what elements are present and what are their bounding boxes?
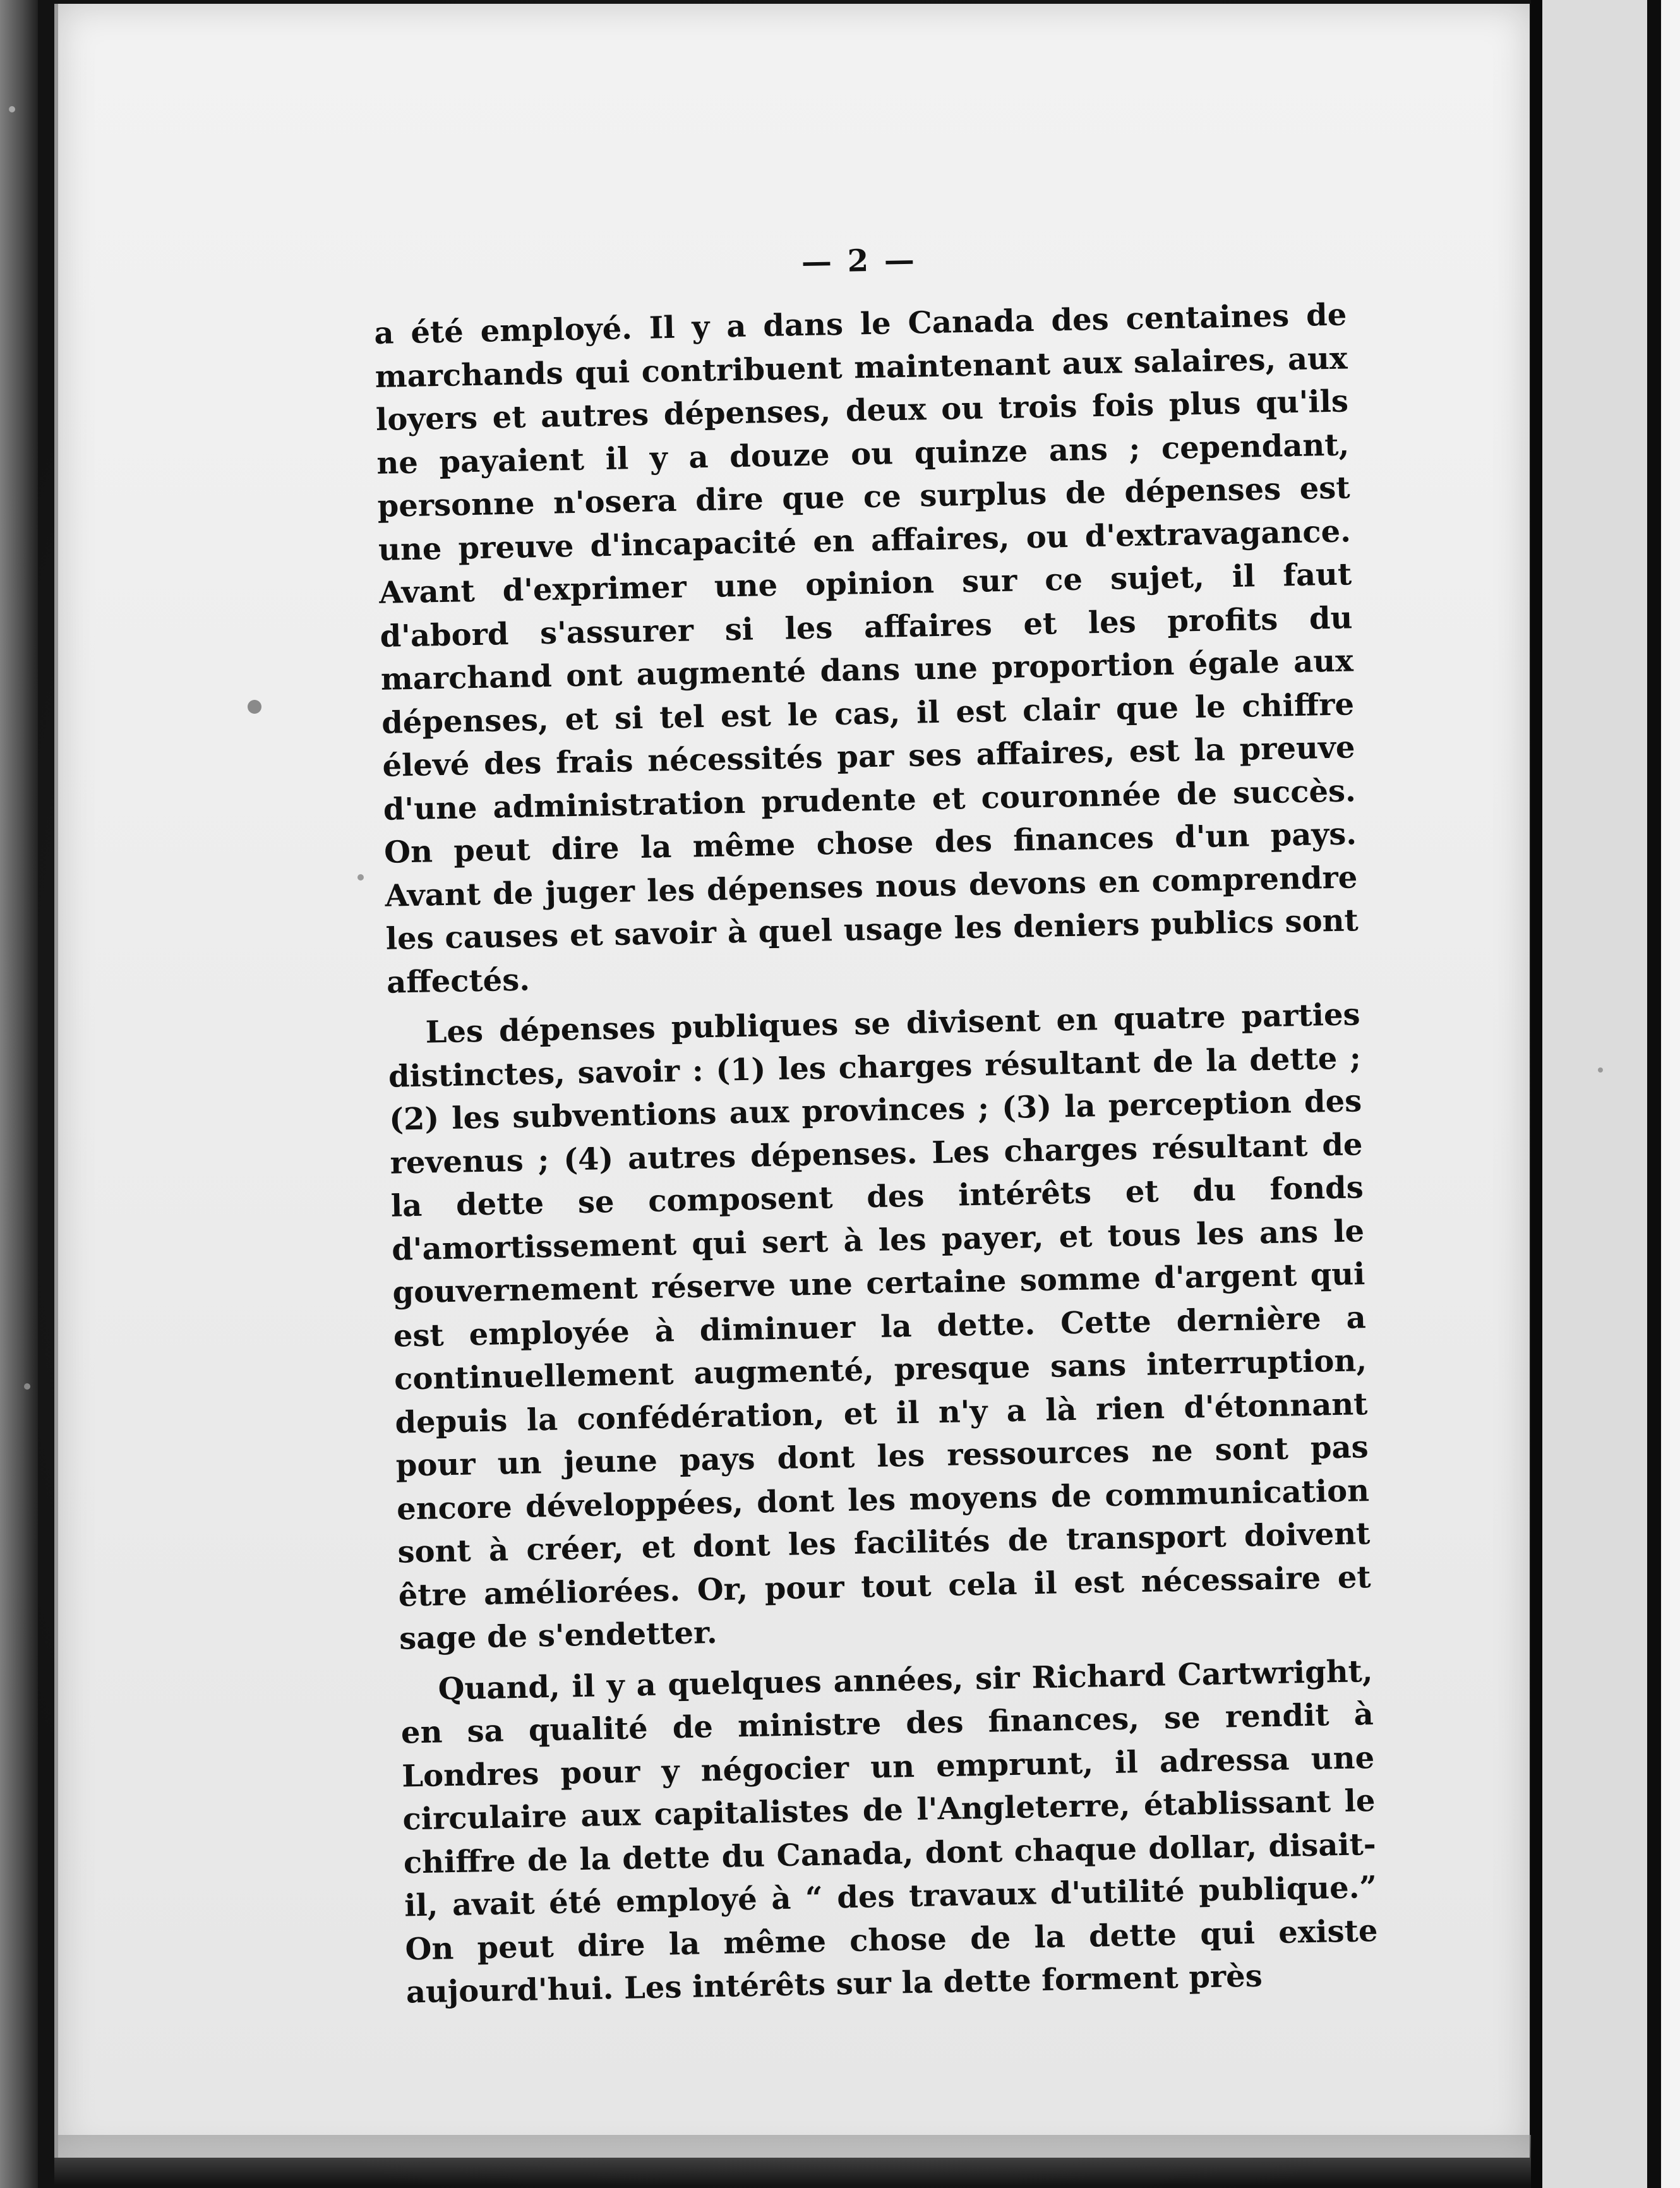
page-bottom-shadow [54, 2135, 1532, 2185]
page-number: — 2 — [801, 242, 918, 280]
paragraph-2: Les dépenses publiques se divisent en quatre parties distinctes, savoir : (1) les charges résultant de la dette ; (2) les subventions aux provinces ; (3) la perception des revenus ; (4) autres dépenses. Les charges résultant de la dette se composent des intérêts et du fonds d'amortissement qui sert à les payer, et tous les ans le gouvernement réserve une certaine somme d'argent qui est employée à diminuer la dette. Cette dernière a continuellement augmenté, presque sans interruption, depuis la confédération, et il n'y a là rien d'étonnant pour un jeune pays dont les ressources ne sont pas encore développées, dont les moyens de communication sont à créer, et dont les facilités de transport doivent être améliorées. Or, pour tout cela il est nécessaire et sage de s'endetter. [388, 997, 1372, 1657]
paragraph-3: Quand, il y a quelques années, sir Richard Cartwright, en sa qualité de ministre des finances, se rendit à Londres pour y négocier un emprunt, il adressa une circulaire aux capitalistes de l'Angleterre, établissant le chiffre de la dette du Canada, dont chaque dollar, disait-il, avait été employé à “ des travaux d'utilité publique.” On peut dire la même chose de la dette qui existe aujourd'hui. Les intérêts sur la dette forment près [400, 1653, 1378, 2011]
speck [24, 1383, 30, 1390]
speck [1598, 1067, 1603, 1073]
speck [248, 700, 261, 714]
speck [357, 874, 364, 881]
speck [9, 106, 15, 112]
binding-rule-right [1647, 0, 1661, 2188]
binding-rule-left [1531, 0, 1542, 2188]
paragraph-1: a été employé. Il y a dans le Canada des centaines de marchands qui contribuent maintenant aux salaires, aux loyers et autres dépenses, deux ou trois fois plus qu'ils ne payaient il y a douze ou quinze ans ; cependant, personne n'osera dire que ce surplus de dépenses est une preuve d'incapacité en affaires, ou d'extravagance. Avant d'exprimer une opinion sur ce sujet, il faut d'abord s'assurer si les affaires et les profits du marchand ont augmenté dans une proportion égale aux dépenses, et si tel est le cas, il est clair que le chiffre élevé des frais nécessités par ses affaires, est la preuve d'une administration prudente et couronnée de succès. On peut dire la même chose des finances d'un pays. Avant de juger les dépenses nous devons en comprendre les causes et savoir à quel usage les deniers publics sont affectés. [373, 297, 1359, 1001]
page-text [373, 234, 1379, 2014]
scan-right-edge [1661, 0, 1680, 2188]
scan-left-edge [0, 0, 38, 2188]
